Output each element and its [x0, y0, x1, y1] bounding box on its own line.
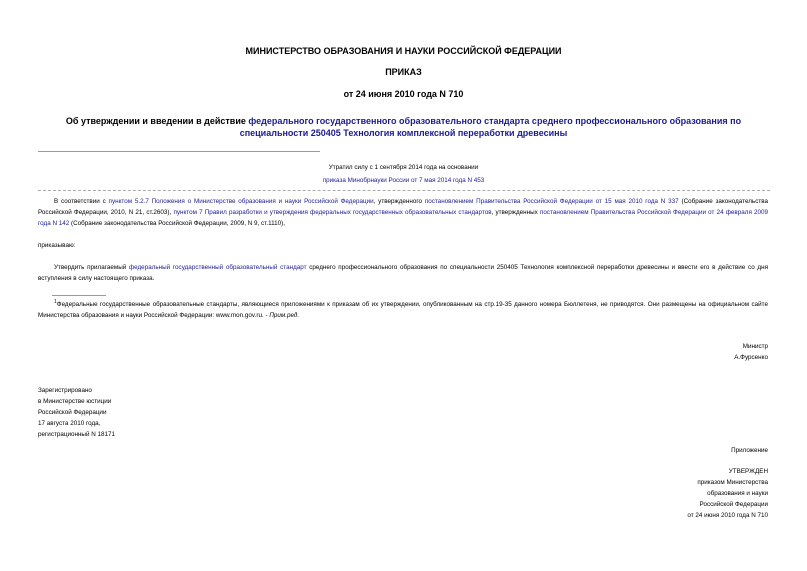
appendix-line-3: Российской Федерации: [699, 501, 768, 508]
standards-rules-link[interactable]: пунктом 7 Правил разработки и утверждения федеральных государственных образовательных стандартов: [173, 209, 492, 216]
status-divider: [38, 190, 770, 191]
approve-paragraph: Утвердить прилагаемый федеральный государственный образовательный стандарт среднего профессионального образования по специальности 250405 Технология комплексной переработки древесины и ввести его в действие со дня вступления в силу настоящего приказа.: [38, 264, 768, 282]
signature-position: Министр: [742, 343, 768, 350]
registration-line-2: в Министерстве юстиции: [38, 398, 112, 405]
government-decree-142-link[interactable]: постановлением Правительства Российской Федерации от 24 февраля 2009 года N 142: [38, 209, 769, 227]
footnote-marker: 1: [54, 299, 57, 305]
ministry-heading: МИНИСТЕРСТВО ОБРАЗОВАНИЯ И НАУКИ РОССИЙСКОЙ ФЕДЕРАЦИИ: [245, 46, 562, 56]
registration-line-4: 17 августа 2010 года,: [38, 420, 101, 427]
doc-date-number: от 24 июня 2010 года N 710: [343, 89, 464, 99]
status-note-text: Утратил силу с 1 сентября 2014 года на основании: [328, 164, 479, 171]
signature-name: А.Фурсенко: [734, 354, 768, 361]
appendix-block: [560, 466, 768, 521]
doc-title-prefix: Об утверждении и введении в действие: [65, 116, 249, 126]
doc-title: [0, 115, 807, 139]
appendix-label: Приложение: [731, 447, 768, 454]
registration-line-5: регистрационный N 18171: [38, 431, 116, 438]
registration-line-3: Российской Федерации: [38, 409, 107, 416]
order-word: приказываю:: [38, 242, 76, 249]
fgos-title-link[interactable]: федерального государственного образовательного стандарта среднего профессионального образования по: [248, 116, 742, 126]
government-decree-337-link[interactable]: постановлением Правительства Российской Федерации от 15 мая 2010 года N 337: [424, 198, 679, 205]
appendix-line-2: образования и науки: [707, 490, 768, 497]
repeal-order-link[interactable]: приказа Минобрнауки России от 7 мая 2014 года N 453: [322, 177, 485, 184]
footnote-divider: [52, 295, 106, 296]
appendix-approved: УТВЕРЖДЕН: [728, 468, 768, 475]
ministry-regulation-link[interactable]: пунктом 5.2.7 Положения о Министерстве образования и науки Российской Федерации: [108, 198, 374, 205]
editor-note: Прим.ред.: [269, 312, 300, 320]
fgos-link[interactable]: федеральный государственный образовательный стандарт: [128, 264, 307, 271]
preamble-paragraph: В соответствии с пунктом 5.2.7 Положения о Министерстве образования и науки Российской Федерации, утвержденного постановлением Правительства Российской Федерации от 15 мая 2010 года N 337 (Собрание законодательства Российской Федерации, 2010, N 21, ст.2603), пунктом 7 Правил разработки и утверждения федеральных государственных образовательных стандартов, утвержденных постановлением Правительства Российской Федерации от 24 февраля 2009 года N 142 (Собрание законодательства Российской Федерации, 2009, N 9, ст.1110),: [38, 198, 769, 227]
appendix-line-4: от 24 июня 2010 года N 710: [687, 512, 768, 519]
header-divider: [38, 151, 320, 152]
appendix-line-1: приказом Министерства: [697, 479, 768, 486]
status-note-line: [0, 177, 807, 184]
fgos-title-link-line2[interactable]: специальности 250405 Технология комплексной переработки древесины: [239, 128, 568, 138]
registration-block: [38, 385, 238, 440]
footnote-paragraph: $^1$Федеральные государственные образовательные стандарты, являющиеся приложениями к приказам об их утверждении, опубликованным на стр.19-35 данного номера Бюллетеня, не приводятся. Они размещены на официальном сайте Министерства образования и науки Российской Федерации: www.mon.gov.ru. - Прим.ред.: [38, 299, 768, 320]
doc-type-heading: ПРИКАЗ: [385, 67, 422, 77]
registration-line-1: Зарегистрировано: [38, 387, 92, 394]
